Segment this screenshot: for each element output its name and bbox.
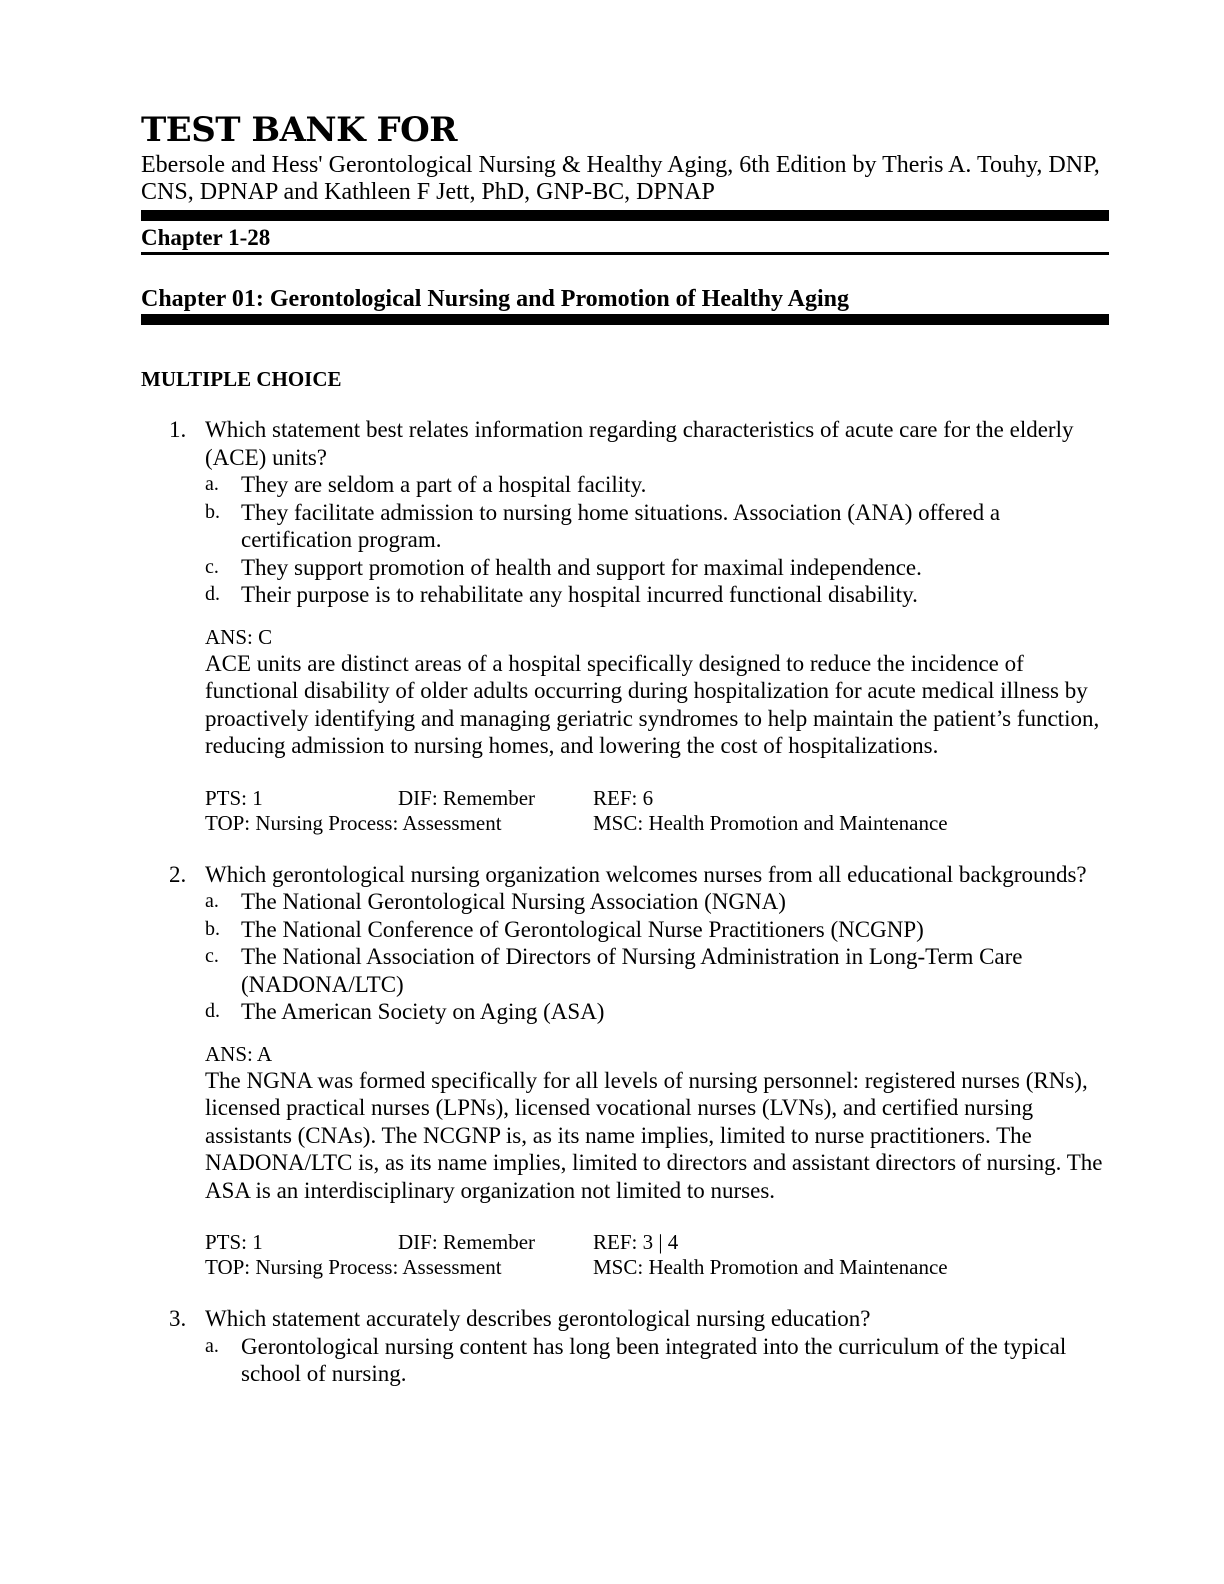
difficulty-label: DIF: Remember (398, 1230, 536, 1254)
answer-block (205, 1041, 1109, 1205)
choice-letter: c. (205, 945, 219, 967)
choice-item (205, 888, 1109, 916)
question-number: 3. (169, 1306, 187, 1331)
question-item (141, 1305, 1109, 1388)
choice-item (205, 943, 1109, 998)
choice-text: The National Association of Directors of Nursing Administration in Long-Term Care (NADONA/LTC) (241, 944, 1023, 997)
question-item (141, 861, 1109, 1281)
question-metadata (205, 786, 1109, 836)
choice-letter: c. (205, 555, 219, 578)
question-stem: Which statement best relates information regarding characteristics of acute care for the elderly (ACE) units? (205, 417, 1074, 470)
choice-text: The American Society on Aging (ASA) (241, 999, 605, 1024)
answer-rationale: ACE units are distinct areas of a hospital specifically designed to reduce the incidence of functional disability of older adults occurring during hospitalization for acute medical illness by proactively identifying and managing geriatric syndromes to help maintain the patient’s function, reducing admission to nursing homes, and lowering the cost of hospitalizations. (205, 650, 1100, 758)
chapter-title: Chapter 01: Gerontological Nursing and Promotion of Healthy Aging (141, 286, 850, 312)
banner-title: TEST BANK FOR (141, 110, 458, 150)
document-page (141, 110, 1109, 1388)
choice-text: The National Gerontological Nursing Association (NGNA) (241, 889, 786, 914)
section-heading: MULTIPLE CHOICE (141, 367, 342, 391)
choice-item (205, 581, 1109, 609)
choice-list (205, 888, 1109, 1026)
choice-item (205, 471, 1109, 499)
answer-key: ANS: C (205, 624, 273, 649)
choice-item (205, 916, 1109, 944)
question-item (141, 416, 1109, 836)
question-metadata (205, 1230, 1109, 1280)
answer-rationale: The NGNA was formed specifically for all levels of nursing personnel: registered nurses (RNs), licensed practical nurses (LPNs), licensed vocational nurses (LVNs), and certified nursing assistants (CNAs). The NCGNP is, as its name implies, limited to nurse practitioners. The NADONA/LTC is, as its name implies, limited to directors and assistant directors of nursing. The ASA is an interdisciplinary organization not limited to nurses. (205, 1067, 1103, 1203)
choice-text: They are seldom a part of a hospital facility. (241, 472, 647, 497)
metadata-row (205, 1230, 1109, 1255)
choice-letter: a. (205, 1334, 219, 1357)
question-stem: Which gerontological nursing organization welcomes nurses from all educational backgrounds? (205, 861, 1087, 887)
question-stem: Which statement accurately describes gerontological nursing education? (205, 1306, 871, 1331)
choice-item (205, 998, 1109, 1026)
reference-label: REF: 3 | 4 (593, 1230, 679, 1254)
choice-letter: b. (205, 500, 220, 523)
choice-text: They facilitate admission to nursing home situations. Association (ANA) offered a certification program. (241, 499, 1001, 552)
chapter-rule (141, 314, 1109, 325)
metadata-row (205, 811, 1109, 836)
header-thick-rule (141, 210, 1109, 221)
reference-label: REF: 6 (593, 785, 654, 810)
choice-text: The National Conference of Gerontological Nurse Practitioners (NCGNP) (241, 916, 924, 942)
metadata-row (205, 786, 1109, 811)
choice-list (205, 471, 1109, 609)
choice-item (205, 554, 1109, 582)
answer-block (205, 624, 1109, 760)
difficulty-label: DIF: Remember (398, 785, 536, 810)
topic-label: TOP: Nursing Process: Assessment (205, 810, 502, 835)
choice-text: Their purpose is to rehabilitate any hospital incurred functional disability. (241, 582, 918, 607)
msc-label: MSC: Health Promotion and Maintenance (593, 1255, 948, 1279)
choice-text: They support promotion of health and support for maximal independence. (241, 554, 922, 580)
choice-letter: d. (205, 583, 220, 605)
choice-item (205, 499, 1109, 554)
question-number: 1. (169, 417, 187, 442)
choice-letter: a. (205, 473, 219, 495)
chapter-range: Chapter 1-28 (141, 225, 271, 250)
topic-label: TOP: Nursing Process: Assessment (205, 1255, 502, 1279)
msc-label: MSC: Health Promotion and Maintenance (593, 810, 948, 835)
choice-letter: b. (205, 917, 220, 940)
question-number: 2. (169, 861, 187, 887)
choice-text: Gerontological nursing content has long been integrated into the curriculum of the typical school of nursing. (241, 1333, 1067, 1386)
choice-item (205, 1333, 1109, 1388)
points-label: PTS: 1 (205, 785, 263, 810)
metadata-row (205, 1255, 1109, 1280)
choice-letter: a. (205, 890, 219, 912)
choice-list (205, 1333, 1109, 1388)
header-thin-rule (141, 252, 1109, 255)
points-label: PTS: 1 (205, 1230, 263, 1254)
choice-letter: d. (205, 1000, 220, 1022)
book-subtitle: Ebersole and Hess' Gerontological Nursing & Healthy Aging, 6th Edition by Theris A. Touhy, DNP, CNS, DPNAP and Kathleen F Jett, PhD, GNP-BC, DPNAP (141, 152, 1100, 205)
answer-key: ANS: A (205, 1041, 273, 1066)
